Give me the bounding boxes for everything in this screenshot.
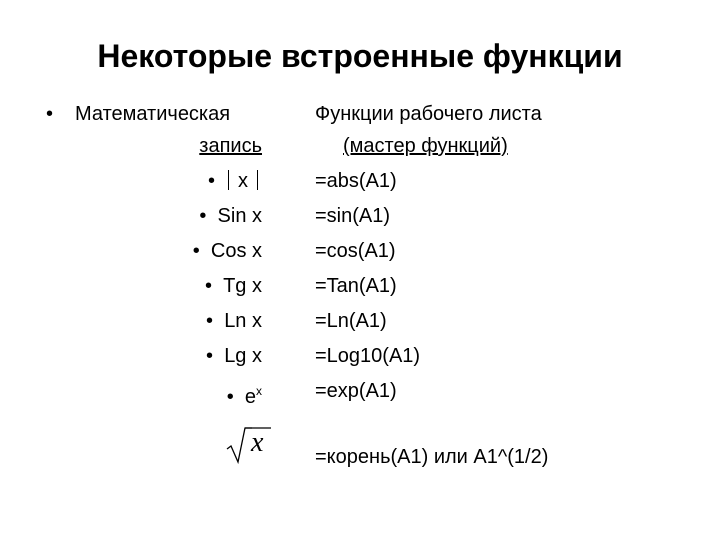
formula-exp: =exp(A1) xyxy=(315,380,397,402)
formula-tan: =Tan(A1) xyxy=(315,275,397,297)
formula-cos: =cos(A1) xyxy=(315,240,396,262)
right-header-line2: (мастер функций) xyxy=(343,135,508,157)
formula-sin: =sin(A1) xyxy=(315,205,391,227)
abs-bar-left xyxy=(228,170,229,190)
lg-label: Lg x xyxy=(224,345,262,367)
bullet-icon: • xyxy=(46,103,54,125)
cos-label: Cos x xyxy=(210,240,262,262)
sin-label: Sin x xyxy=(217,205,262,227)
sqrt-formula-image xyxy=(226,425,272,465)
formula-sqrt: =корень(A1) или A1^(1/2) xyxy=(315,446,549,468)
math-notation-column xyxy=(0,0,270,540)
formula-abs: =abs(A1) xyxy=(315,170,397,192)
bullet-icon: • xyxy=(206,345,214,367)
formula-ln: =Ln(A1) xyxy=(315,310,387,332)
tg-label: Tg x xyxy=(223,275,262,297)
worksheet-functions-column xyxy=(315,0,715,540)
list-item-abs xyxy=(208,169,262,193)
page-title: Некоторые встроенные функции xyxy=(97,38,623,74)
bullet-icon: • xyxy=(199,205,207,227)
list-item-ln xyxy=(206,309,262,333)
sqrt-variable: x xyxy=(251,427,264,458)
list-item-lg xyxy=(206,344,262,368)
exp-superscript: x xyxy=(256,384,262,398)
bullet-icon: • xyxy=(226,386,234,408)
sqrt-overline xyxy=(226,425,272,465)
bullet-icon: • xyxy=(204,275,212,297)
abs-bar-right xyxy=(257,170,258,190)
bullet-icon: • xyxy=(206,310,214,332)
left-header-line1: Математическая xyxy=(75,103,231,125)
left-header-line2: запись xyxy=(199,135,262,157)
abs-label: x xyxy=(238,170,248,192)
list-item-tg xyxy=(205,274,262,298)
exp-base: e xyxy=(244,386,256,408)
list-item-exp xyxy=(227,379,262,409)
formula-log10: =Log10(A1) xyxy=(315,345,421,367)
bullet-icon: • xyxy=(207,170,215,192)
list-item-sin xyxy=(199,204,262,228)
ln-label: Ln x xyxy=(224,310,262,332)
right-header-line1: Функции рабочего листа xyxy=(315,103,542,125)
list-item-cos xyxy=(193,239,262,263)
bullet-icon: • xyxy=(192,240,200,262)
